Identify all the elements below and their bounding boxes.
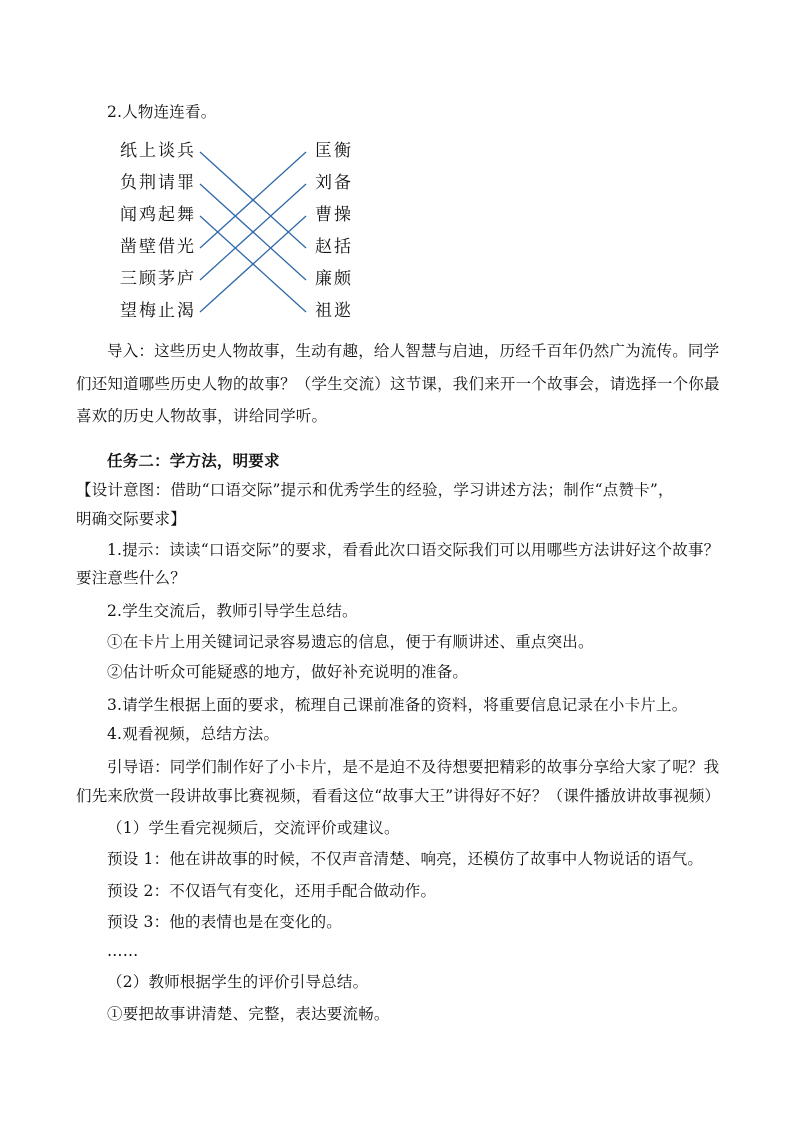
preset1: 预设 1：他在讲故事的时候，不仅声音清楚、响亮，还模仿了故事中人物说话的语气。 [107, 850, 704, 868]
step3: 3.请学生根据上面的要求，梳理自己课前准备的资料，将重要信息记录在小卡片上。 [107, 696, 688, 714]
matching-exercise [110, 136, 370, 326]
left-item: 负荆请罪 [120, 173, 196, 193]
left-item: 望梅止渴 [120, 301, 196, 321]
right-item: 曹操 [315, 205, 353, 225]
design-intent-line-2: 明确交际要求】 [76, 510, 186, 528]
step2: 2.学生交流后，教师引导学生总结。 [107, 602, 358, 620]
preset3: 预设 3：他的表情也是在变化的。 [107, 913, 342, 931]
left-item: 凿壁借光 [120, 237, 196, 257]
guide-line-1: 引导语：同学们制作好了小卡片，是不是迫不及待想要把精彩的故事分享给大家了呢？我 [107, 758, 720, 776]
intro-line-2: 们还知道哪些历史人物的故事？（学生交流）这节课，我们来开一个故事会，请选择一个你最 [76, 375, 720, 393]
sub2: （2）教师根据学生的评价引导总结。 [107, 973, 369, 991]
right-item: 廉颇 [315, 269, 353, 289]
point3: ①要把故事讲清楚、完整，表达要流畅。 [107, 1005, 390, 1023]
right-item: 刘备 [315, 173, 353, 193]
right-item: 祖逖 [315, 301, 353, 321]
point1: ①在卡片上用关键词记录容易遗忘的信息，便于有顺讲述、重点突出。 [107, 633, 594, 651]
sub1: （1）学生看完视频后，交流评价或建议。 [107, 819, 400, 837]
task2-title: 任务二：学方法，明要求 [107, 451, 280, 470]
step4: 4.观看视频，总结方法。 [107, 725, 280, 743]
guide-line-2: 们先来欣赏一段讲故事比赛视频，看看这位“故事大王”讲得好不好？（课件播放讲故事视频） [76, 787, 721, 805]
preset2: 预设 2：不仅语气有变化，还用手配合做动作。 [107, 882, 437, 900]
left-item: 闻鸡起舞 [120, 205, 196, 225]
step1-line-1: 1.提示：读读“口语交际”的要求，看看此次口语交际我们可以用哪些方法讲好这个故事？ [107, 541, 720, 559]
right-item: 赵括 [315, 237, 353, 257]
right-item: 匡衡 [315, 141, 353, 161]
design-intent-line-1: 【设计意图：借助“口语交际”提示和优秀学生的经验，学习讲述方法；制作“点赞卡”， [76, 481, 674, 499]
left-item: 纸上谈兵 [120, 141, 196, 161]
left-item: 三顾茅庐 [120, 269, 196, 289]
ellipsis: …… [107, 942, 139, 960]
section-heading: 2.人物连连看。 [107, 103, 217, 121]
intro-line-1: 导入：这些历史人物故事，生动有趣，给人智慧与启迪，历经千百年仍然广为流传。同学 [107, 342, 720, 360]
matching-lines [110, 136, 370, 326]
intro-line-3: 喜欢的历史人物故事，讲给同学听。 [76, 407, 328, 425]
step1-line-2: 要注意些什么？ [76, 569, 186, 587]
point2: ②估计听众可能疑惑的地方，做好补充说明的准备。 [107, 663, 469, 681]
